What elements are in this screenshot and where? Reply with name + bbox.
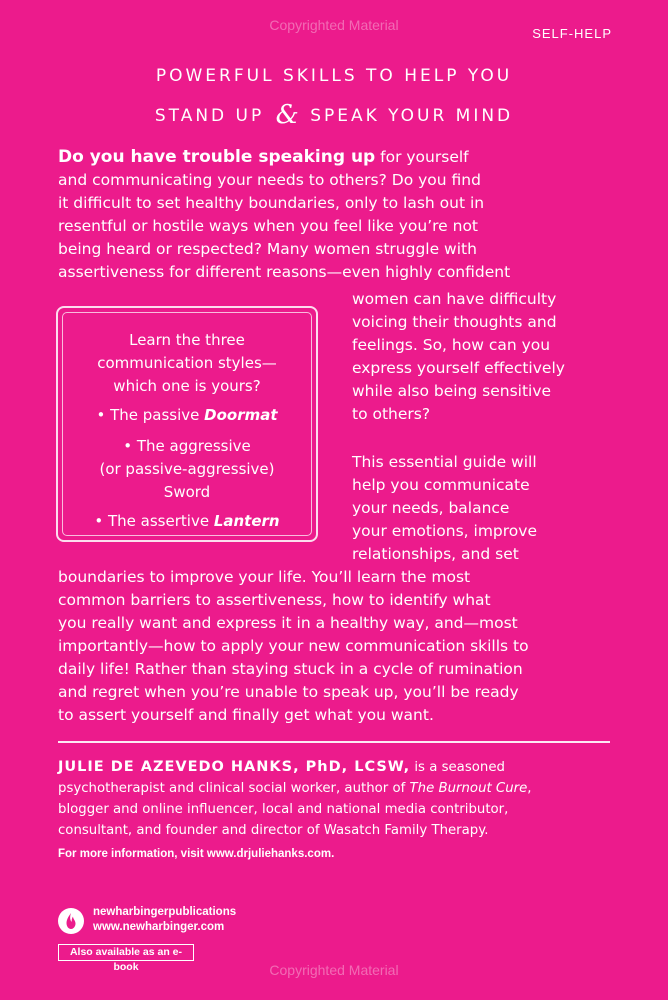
right-line-3: feelings. So, how can you bbox=[352, 336, 551, 354]
box-item-sword-line-1: • The aggressive bbox=[123, 437, 251, 455]
right-line-1: women can have difficulty bbox=[352, 290, 557, 308]
headline-speak-your-mind: SPEAK YOUR MIND bbox=[310, 106, 514, 126]
closing-line-3: you really want and express it in a healthy way, and—most bbox=[58, 614, 518, 632]
closing-line-5: daily life! Rather than staying stuck in a cycle of rumination bbox=[58, 660, 523, 678]
right-line-5: while also being sensitive bbox=[352, 382, 552, 400]
box-item-doormat-em: Doormat bbox=[204, 406, 278, 424]
intro-lead-rest: for yourself bbox=[375, 148, 469, 166]
right-line-6: to others? bbox=[352, 405, 431, 423]
guide-line-5: relationships, and set bbox=[352, 545, 519, 563]
box-item-lantern-prefix: • The assertive bbox=[94, 512, 214, 530]
closing-line-2: common barriers to assertiveness, how to identify what bbox=[58, 591, 491, 609]
box-item-lantern bbox=[58, 510, 316, 533]
headline-ampersand: & bbox=[275, 100, 299, 130]
box-item-sword-em: Sword bbox=[163, 483, 211, 501]
headline-line-2 bbox=[0, 100, 668, 130]
closing-line-6: and regret when you’re unable to speak up, you’ll be ready bbox=[58, 683, 519, 701]
guide-line-2: help you communicate bbox=[352, 476, 530, 494]
intro-lead-bold: Do you have trouble speaking up bbox=[58, 147, 376, 167]
headline-line-1: POWERFUL SKILLS TO HELP YOU bbox=[155, 66, 513, 86]
intro-line-5: assertiveness for different reasons—even highly confident bbox=[58, 263, 511, 281]
flame-icon bbox=[58, 908, 84, 934]
closing-line-1: boundaries to improve your life. You’ll learn the most bbox=[58, 568, 471, 586]
author-name: JULIE DE AZEVEDO HANKS, bbox=[58, 759, 300, 775]
guide-line-3: your needs, balance bbox=[352, 499, 510, 517]
bio-line-4: consultant, and founder and director of Wasatch Family Therapy. bbox=[58, 823, 489, 838]
right-line-4: express yourself effectively bbox=[352, 359, 565, 377]
closing-line-7: to assert yourself and finally get what you want. bbox=[58, 706, 434, 724]
watermark-top: Copyrighted Material bbox=[269, 17, 399, 33]
box-heading-line-3: which one is yours? bbox=[113, 377, 261, 395]
bio-line-2 bbox=[58, 778, 618, 799]
category-label: SELF-HELP bbox=[532, 26, 612, 41]
publisher-info bbox=[93, 905, 236, 935]
guide-line-1: This essential guide will bbox=[352, 453, 537, 471]
closing-line-4: importantly—how to apply your new communication skills to bbox=[58, 637, 529, 655]
intro-line-0 bbox=[58, 146, 618, 169]
communication-styles-box bbox=[56, 306, 318, 542]
box-item-lantern-em: Lantern bbox=[213, 512, 280, 530]
author-bio bbox=[58, 757, 618, 841]
section-divider bbox=[58, 741, 610, 743]
intro-line-2: it difficult to set healthy boundaries, only to lash out in bbox=[58, 194, 485, 212]
ebook-badge: Also available as an e-book bbox=[58, 944, 194, 961]
intro-paragraph bbox=[58, 146, 618, 284]
box-item-doormat bbox=[58, 404, 316, 427]
box-heading-line-2: communication styles— bbox=[97, 354, 277, 372]
intro-line-3: resentful or hostile ways when you feel like you’re not bbox=[58, 217, 479, 235]
more-info-link[interactable]: For more information, visit www.drjuliehanks.com. bbox=[58, 848, 335, 860]
guide-line-4: your emotions, improve bbox=[352, 522, 537, 540]
publisher-logo-icon bbox=[58, 908, 84, 934]
publisher-name: newharbingerpublications bbox=[93, 906, 237, 918]
bio-line-3: blogger and online influencer, local and national media contributor, bbox=[58, 802, 509, 817]
box-item-doormat-prefix: • The passive bbox=[96, 406, 205, 424]
guide-paragraph-start bbox=[352, 451, 632, 566]
intro-line-1: and communicating your needs to others? Do you find bbox=[58, 171, 481, 189]
bio-line-2-a: psychotherapist and clinical social worker, author of bbox=[58, 781, 410, 796]
headline-stand-up: STAND UP bbox=[154, 106, 265, 126]
closing-paragraph bbox=[58, 566, 618, 727]
box-item-sword-line-2: (or passive-aggressive) bbox=[99, 460, 275, 478]
intro-continuation bbox=[352, 288, 632, 426]
right-line-2: voicing their thoughts and bbox=[352, 313, 557, 331]
watermark-bottom: Copyrighted Material bbox=[269, 962, 399, 978]
book-title: The Burnout Cure bbox=[409, 781, 528, 796]
bio-line-2-b: , bbox=[527, 781, 532, 796]
intro-line-4: being heard or respected? Many women struggle with bbox=[58, 240, 477, 258]
bio-line-1-rest: is a seasoned bbox=[410, 760, 505, 775]
author-credentials: PhD, LCSW, bbox=[299, 759, 411, 775]
publisher-url[interactable]: www.newharbinger.com bbox=[93, 921, 225, 933]
box-heading-line-1: Learn the three bbox=[129, 331, 245, 349]
bio-line-1 bbox=[58, 757, 618, 778]
